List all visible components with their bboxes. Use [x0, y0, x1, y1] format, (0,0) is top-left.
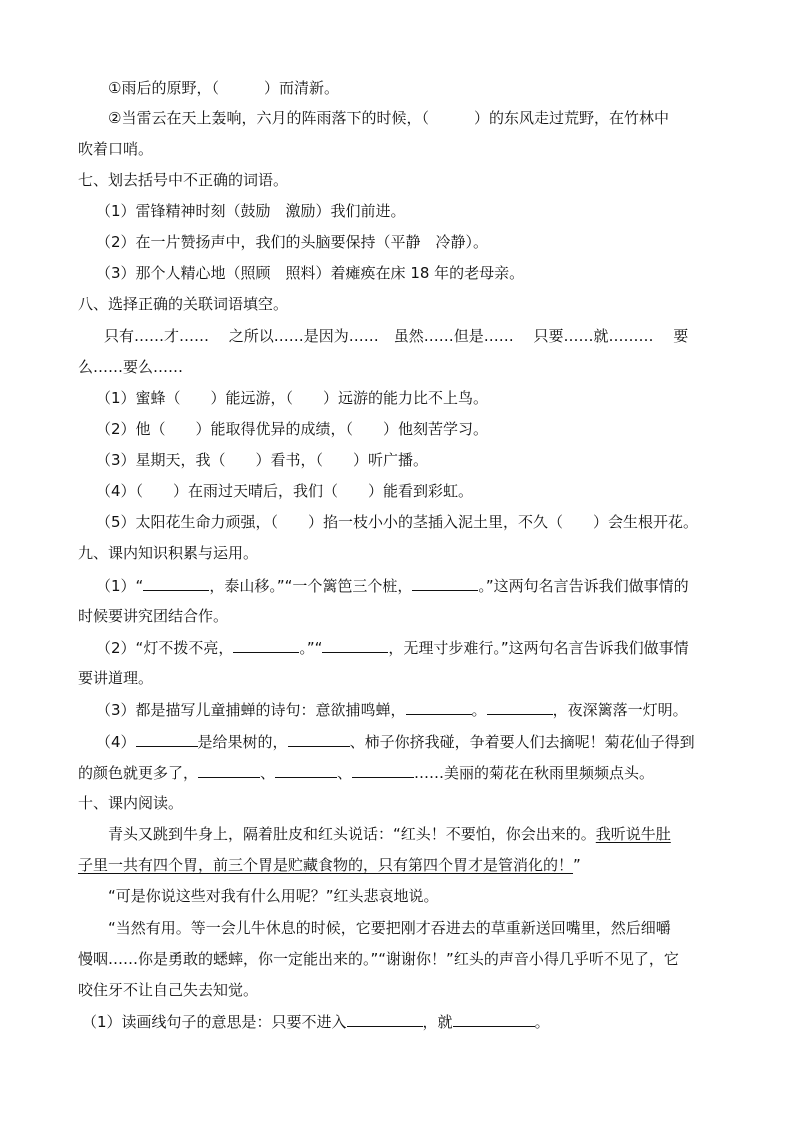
passage-p3-line-1: “当然有用。等一会儿牛休息的时候，它要把刚才吞进去的草重新送回嘴里，然后细嚼	[108, 919, 671, 937]
answer-blank[interactable]	[406, 699, 472, 715]
underlined-sentence: 我听说牛肚	[595, 825, 671, 843]
q7-1: （1）雷锋精神时刻（鼓励 激励）我们前进。	[96, 202, 406, 220]
passage-p2: “可是你说这些对我有什么用呢？”红头悲哀地说。	[108, 887, 439, 905]
answer-blank[interactable]	[233, 637, 299, 653]
section-9-title: 九、课内知识积累与运用。	[78, 544, 259, 562]
text: ，夜深篱落一灯明。	[552, 701, 688, 719]
answer-blank[interactable]	[288, 731, 350, 747]
answer-blank[interactable]	[453, 1011, 535, 1027]
text: ，就	[422, 1013, 453, 1031]
text: 是给果树的，	[197, 733, 288, 751]
text: 、	[337, 764, 353, 782]
answer-blank[interactable]	[143, 575, 209, 591]
options-line-2: 么……要么……	[78, 358, 184, 376]
answer-blank[interactable]	[412, 575, 478, 591]
text: 。”这两句名言告诉我们做事情的	[478, 577, 689, 595]
text: ，泰山移。”“一个篱笆三个桩，	[209, 577, 413, 595]
q8-4: （4）（ ）在雨过天晴后，我们（ ）能看到彩虹。	[96, 482, 474, 500]
line-6-1: ①雨后的原野，（ ）而清新。	[108, 79, 339, 97]
text: 。”“	[299, 639, 323, 657]
answer-blank[interactable]	[322, 637, 388, 653]
q9-4-line-1	[96, 731, 695, 751]
text: 青头又跳到牛身上，隔着肚皮和红头说话：“红头！不要怕，你会出来的。	[108, 825, 596, 843]
text: （2）“灯不拨不亮，	[96, 639, 234, 657]
underlined-sentence: 子里一共有四个胃，前三个胃是贮藏食物的，只有第四个胃才是管消化的！	[78, 856, 574, 874]
text: （4）	[96, 733, 136, 751]
q8-2: （2）他（ ）能取得优异的成绩，（ ）他刻苦学习。	[96, 420, 489, 438]
passage-p3-line-3: 咬住牙不让自己失去知觉。	[78, 981, 259, 999]
q8-5: （5）太阳花生命力顽强，（ ）掐一枝小小的茎插入泥土里，不久（ ）会生根开花。	[96, 513, 699, 531]
text: ……美丽的菊花在秋雨里频频点头。	[414, 764, 655, 782]
q9-1-line-1	[96, 575, 689, 595]
passage-p1-line-1	[108, 824, 671, 844]
text: ，无理寸步难行。”这两句名言告诉我们做事情	[388, 639, 689, 657]
q8-1: （1）蜜蜂（ ）能远游，（ ）远游的能力比不上鸟。	[96, 389, 489, 407]
text: 。	[471, 701, 487, 719]
q9-4-line-2	[78, 762, 654, 782]
q9-2-line-1	[96, 637, 689, 657]
text: 、柿子你挤我碰，争着要人们去摘呢！菊花仙子得到	[349, 733, 695, 751]
line-6-2: ②当雷云在天上轰响，六月的阵雨落下的时候，（ ）的东风走过荒野，在竹林中	[108, 109, 669, 127]
text: 。	[534, 1013, 550, 1031]
section-10-title: 十、课内阅读。	[78, 794, 184, 812]
section-8-title: 八、选择正确的关联词语填空。	[78, 295, 289, 313]
answer-blank[interactable]	[347, 1011, 423, 1027]
q9-2-line-2: 要讲道理。	[78, 669, 154, 687]
passage-p1-line-2	[78, 855, 581, 875]
answer-blank[interactable]	[275, 762, 337, 778]
q8-3: （3）星期天，我（ ）看书，（ ）听广播。	[96, 451, 429, 469]
answer-blank[interactable]	[198, 762, 260, 778]
q7-2: （2）在一片赞扬声中，我们的头脑要保持（平静 冷静）。	[96, 233, 489, 251]
q9-1-line-2: 时候要讲究团结合作。	[78, 607, 229, 625]
text: 的颜色就更多了，	[78, 764, 199, 782]
text: （1）读画线句子的意思是：只要不进入	[82, 1013, 347, 1031]
answer-blank[interactable]	[487, 699, 553, 715]
text: （3）都是描写儿童捕蝉的诗句：意欲捕鸣蝉，	[96, 701, 406, 719]
options-line-1: 只有……才…… 之所以……是因为…… 虽然……但是…… 只要……就……… 要	[104, 327, 689, 345]
text: ”	[573, 856, 581, 874]
q9-3	[96, 699, 688, 719]
q7-3: （3）那个人精心地（照顾 照料）着瘫痪在床 18 年的老母亲。	[96, 264, 525, 282]
reading-question-1	[82, 1011, 550, 1031]
answer-blank[interactable]	[136, 731, 198, 747]
section-7-title: 七、划去括号中不正确的词语。	[78, 171, 289, 189]
text: （1）“	[96, 577, 144, 595]
passage-p3-line-2: 慢咽……你是勇敢的蟋蟀，你一定能出来的。”“谢谢你！”红头的声音小得几乎听不见了，它	[78, 950, 679, 968]
line-6-3: 吹着口哨。	[78, 140, 154, 158]
answer-blank[interactable]	[352, 762, 414, 778]
text: 、	[260, 764, 276, 782]
